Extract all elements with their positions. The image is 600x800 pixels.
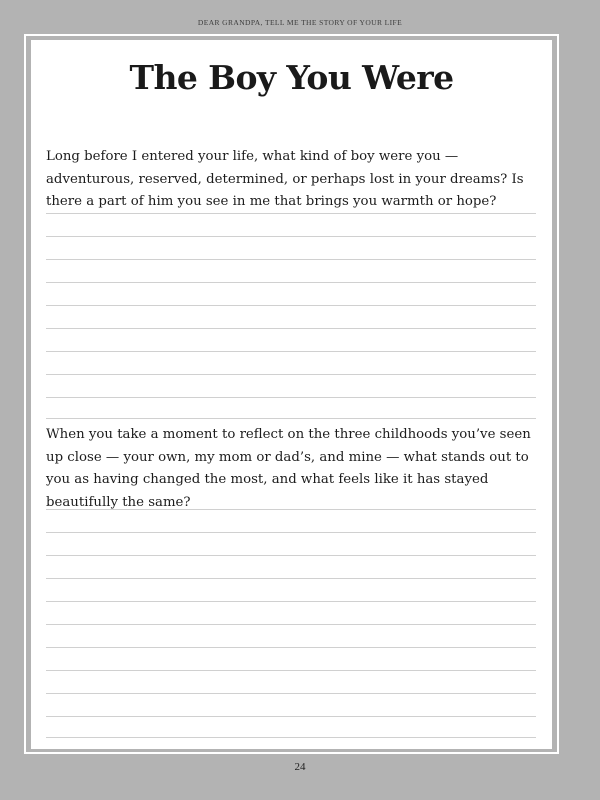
writing-line[interactable] — [46, 213, 536, 214]
writing-line[interactable] — [46, 555, 536, 556]
writing-line[interactable] — [46, 601, 536, 602]
writing-line[interactable] — [46, 670, 536, 671]
writing-line[interactable] — [46, 236, 536, 237]
writing-line[interactable] — [46, 647, 536, 648]
writing-line[interactable] — [46, 397, 536, 398]
page-title: The Boy You Were — [129, 58, 454, 97]
prompt-2: When you take a moment to reflect on the three childhoods you’ve seen up close — your own, my mom or dad’s, and mine — what stands out to you as having changed the most, and what feels like it has stayed beautifully the same? — [46, 427, 531, 510]
writing-line[interactable] — [46, 259, 536, 260]
writing-line[interactable] — [46, 693, 536, 694]
writing-line[interactable] — [46, 624, 536, 625]
writing-line[interactable] — [46, 328, 536, 329]
running-header: DEAR GRANDPA, TELL ME THE STORY OF YOUR LIFE — [197, 18, 403, 27]
writing-line[interactable] — [46, 351, 536, 352]
writing-line[interactable] — [46, 532, 536, 533]
writing-line[interactable] — [46, 282, 536, 283]
writing-line[interactable] — [46, 578, 536, 579]
writing-line[interactable] — [46, 305, 536, 306]
writing-line[interactable] — [46, 716, 536, 717]
page-number: 24 — [294, 761, 306, 773]
prompt-1: Long before I entered your life, what kind of boy were you — adventurous, reserved, determined, or perhaps lost in your dreams? Is there a part of him you see in me that brings you warmth or hope? — [46, 149, 524, 209]
writing-line[interactable] — [46, 737, 536, 738]
writing-line[interactable] — [46, 418, 536, 419]
writing-line[interactable] — [46, 509, 536, 510]
writing-line[interactable] — [46, 374, 536, 375]
